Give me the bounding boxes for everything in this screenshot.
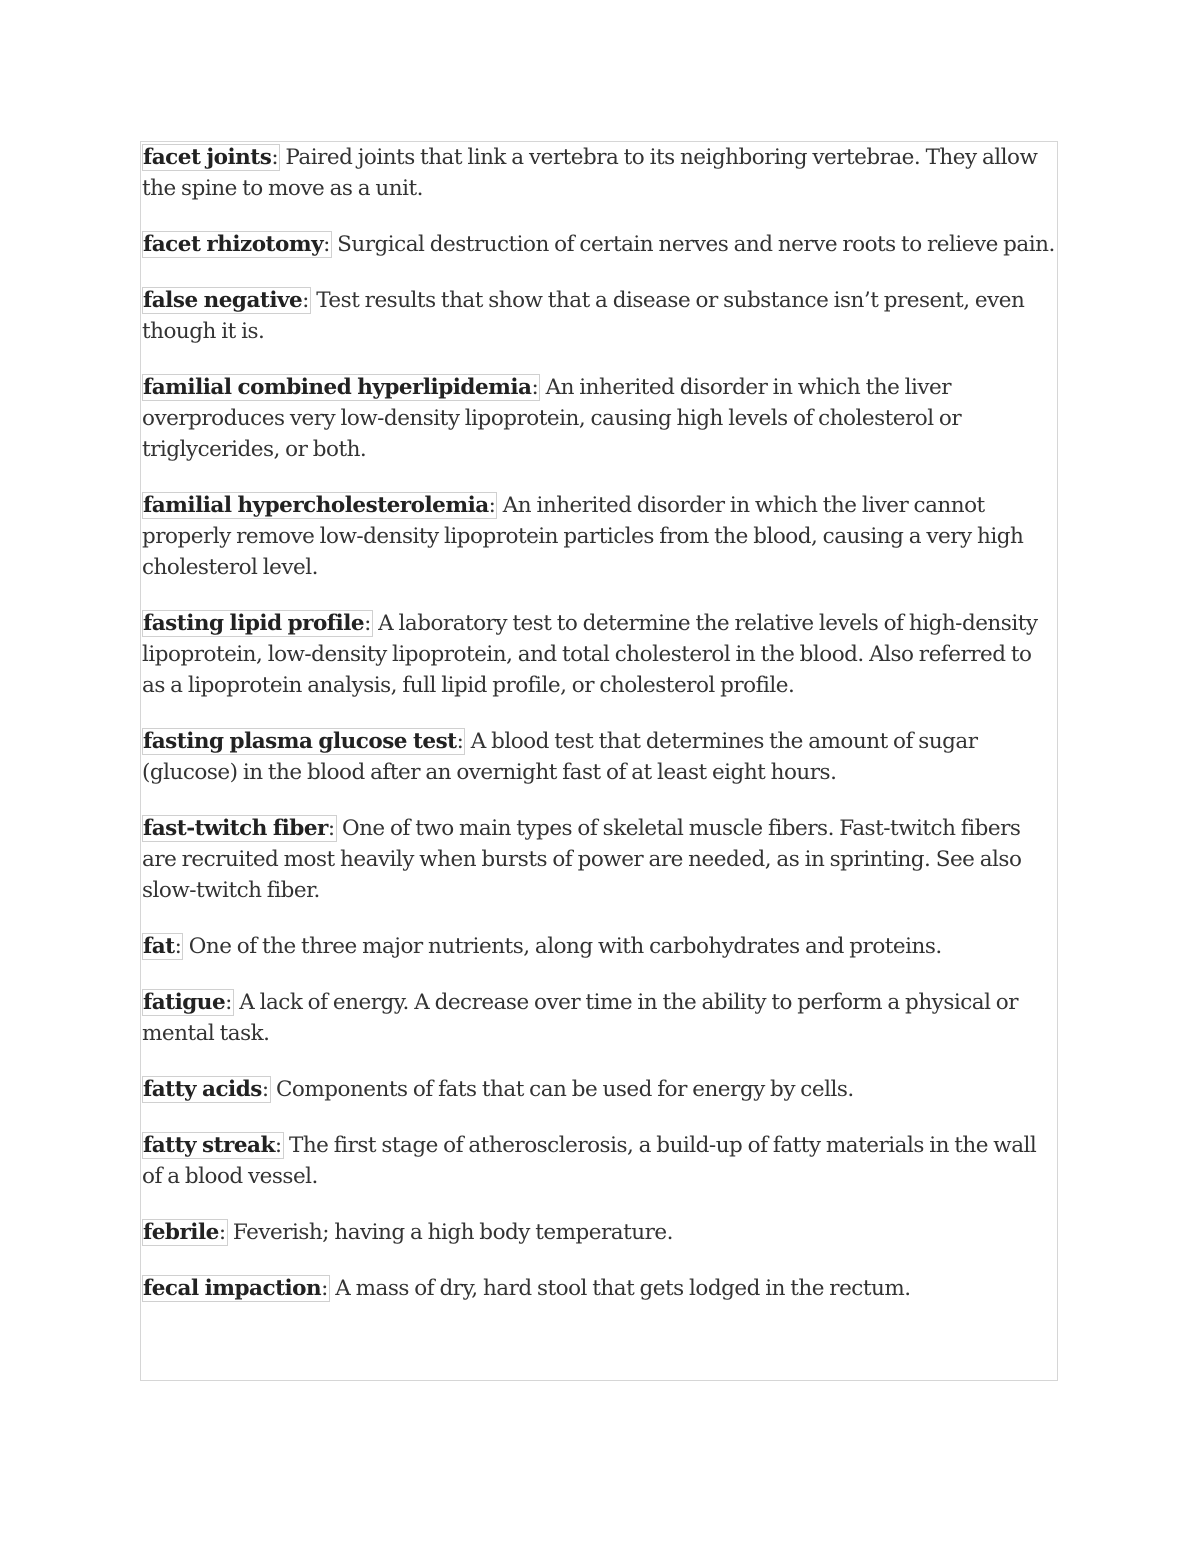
separator: :	[364, 611, 371, 636]
term: fasting plasma glucose test	[143, 729, 457, 754]
glossary-entry-febrile	[142, 1217, 1056, 1248]
glossary-entry-fasting-plasma-glucose-test	[142, 726, 1056, 788]
definition: Feverish; having a high body temperature.	[232, 1220, 673, 1245]
term: fasting lipid profile	[143, 611, 365, 636]
separator: :	[531, 375, 539, 400]
term-box	[142, 989, 234, 1016]
separator: :	[271, 145, 279, 170]
term-box	[142, 287, 311, 314]
term: fatigue	[143, 990, 226, 1015]
term-box	[142, 815, 337, 842]
term-box	[142, 1219, 228, 1246]
term-box	[142, 610, 373, 637]
definition: Test results that show that a disease or substance isn’t present, even though it is.	[142, 288, 1025, 344]
glossary-entry-fecal-impaction	[142, 1273, 1056, 1304]
term: facet rhizotomy	[143, 232, 324, 257]
glossary-entry-familial-combined-hyperlipidemia	[142, 372, 1056, 465]
term: facet joints	[143, 145, 272, 170]
separator: :	[274, 1133, 282, 1158]
term: fast-twitch fiber	[143, 816, 328, 841]
term: familial combined hyperlipidemia	[143, 375, 532, 400]
term-box	[142, 1132, 284, 1159]
glossary-list	[142, 142, 1056, 1329]
term: fatty streak	[143, 1133, 275, 1158]
separator: :	[261, 1077, 269, 1102]
term: false negative	[143, 288, 303, 313]
term-box	[142, 492, 497, 519]
glossary-entry-fatty-streak	[142, 1130, 1056, 1192]
separator: :	[488, 493, 496, 518]
glossary-entry-fatigue	[142, 987, 1056, 1049]
definition: Surgical destruction of certain nerves and nerve roots to relieve pain.	[337, 232, 1055, 257]
separator: :	[302, 288, 309, 313]
glossary-entry-fast-twitch-fiber	[142, 813, 1056, 906]
term: familial hypercholesterolemia	[143, 493, 489, 518]
glossary-entry-fasting-lipid-profile	[142, 608, 1056, 701]
term: fatty acids	[143, 1077, 262, 1102]
definition: An inherited disorder in which the liver overproduces very low-density lipoprotein, causing high levels of cholesterol or triglycerides, or both.	[142, 375, 962, 462]
term-box	[142, 1275, 330, 1302]
glossary-entry-false-negative	[142, 285, 1056, 347]
term-box	[142, 1076, 271, 1103]
term-box	[142, 728, 465, 755]
separator: :	[218, 1220, 226, 1245]
glossary-entry-facet-rhizotomy	[142, 229, 1056, 260]
definition: One of the three major nutrients, along with carbohydrates and proteins.	[188, 934, 942, 959]
definition: An inherited disorder in which the liver cannot properly remove low-density lipoprotein particles from the blood, causing a very high cholesterol level.	[142, 493, 1024, 580]
definition: A blood test that determines the amount of sugar (glucose) in the blood after an overnight fast of at least eight hours.	[142, 729, 978, 785]
term: febrile	[143, 1220, 219, 1245]
definition: One of two main types of skeletal muscle fibers. Fast-twitch fibers are recruited most heavily when bursts of power are needed, as in sprinting. See also slow-twitch fiber.	[142, 816, 1022, 903]
term-box	[142, 933, 183, 960]
separator: :	[174, 934, 182, 959]
definition: A lack of energy. A decrease over time in the ability to perform a physical or mental task.	[142, 990, 1019, 1046]
separator: :	[225, 990, 232, 1015]
glossary-entry-familial-hypercholesterolemia	[142, 490, 1056, 583]
definition: A mass of dry, hard stool that gets lodged in the rectum.	[335, 1276, 911, 1301]
term-box	[142, 374, 540, 401]
separator: :	[327, 816, 335, 841]
term: fat	[143, 934, 175, 959]
glossary-entry-fat	[142, 931, 1056, 962]
term-box	[142, 144, 280, 171]
definition: The first stage of atherosclerosis, a build-up of fatty materials in the wall of a blood vessel.	[142, 1133, 1037, 1189]
glossary-entry-facet-joints	[142, 142, 1056, 204]
definition: Paired joints that link a vertebra to its neighboring vertebrae. They allow the spine to move as a unit.	[142, 145, 1038, 201]
separator: :	[456, 729, 464, 754]
definition: Components of fats that can be used for energy by cells.	[275, 1077, 854, 1102]
term: fecal impaction	[143, 1276, 322, 1301]
separator: :	[321, 1276, 328, 1301]
term-box	[142, 231, 332, 258]
glossary-entry-fatty-acids	[142, 1074, 1056, 1105]
separator: :	[323, 232, 330, 257]
definition: A laboratory test to determine the relative levels of high-density lipoprotein, low-density lipoprotein, and total cholesterol in the blood. Also referred to as a lipoprotein analysis, full lipid profile, or cholesterol profile.	[142, 611, 1038, 698]
